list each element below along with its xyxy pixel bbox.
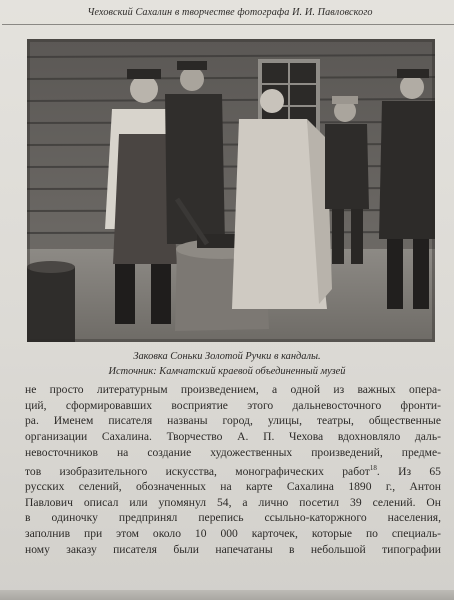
text-line: заполнив при этом около 10 000 карточек, которые по специаль- — [25, 527, 441, 541]
photo-caption-source: Источник: Камчатский краевой объединенный музей — [108, 366, 346, 377]
text-line-with-footnote — [25, 461, 441, 480]
text-line: ному заказу писателя были напечатаны в небольшой типографии — [25, 542, 441, 556]
text-line: не просто литературным произведением, а одной из важных опера- — [25, 383, 441, 396]
text-line: Павлович описал или упомянул 54, а лично посетил 39 селений. Он — [25, 495, 441, 509]
text-line: ра. Именем писателя названы город, улицы, театры, общественные — [25, 414, 441, 428]
page-bottom-edge — [0, 590, 454, 600]
running-header: Чеховский Сахалин в творчестве фотографа И. И. Павловского — [87, 7, 373, 18]
footnote-marker[interactable]: 18 — [369, 463, 377, 472]
text-line: ций, сформировавших восприятие этого дальневосточного фронти- — [25, 398, 441, 412]
photo-caption-title: Заковка Соньки Золотой Ручки в кандалы. — [133, 351, 321, 362]
header-divider — [2, 24, 454, 25]
historical-photograph — [27, 39, 435, 342]
text-line: организации Сахалина. Творчество А. П. Чехова вдохновляло даль- — [25, 430, 441, 444]
text-line-fragment: . Из 65 — [376, 464, 441, 478]
text-line: русских селений, обозначенных на карте Сахалина 1890 г., Антон — [25, 480, 441, 494]
text-line: невосточников на создание художественных произведений, предме- — [25, 445, 441, 459]
body-paragraph — [25, 382, 441, 558]
archival-photo-blacksmith-shackling-icon — [27, 39, 435, 342]
text-line: в одиночку предпринял перепись ссыльно-каторжного населения, — [25, 511, 441, 525]
text-line-fragment: тов изобразительного искусства, монографических работ — [25, 464, 370, 478]
